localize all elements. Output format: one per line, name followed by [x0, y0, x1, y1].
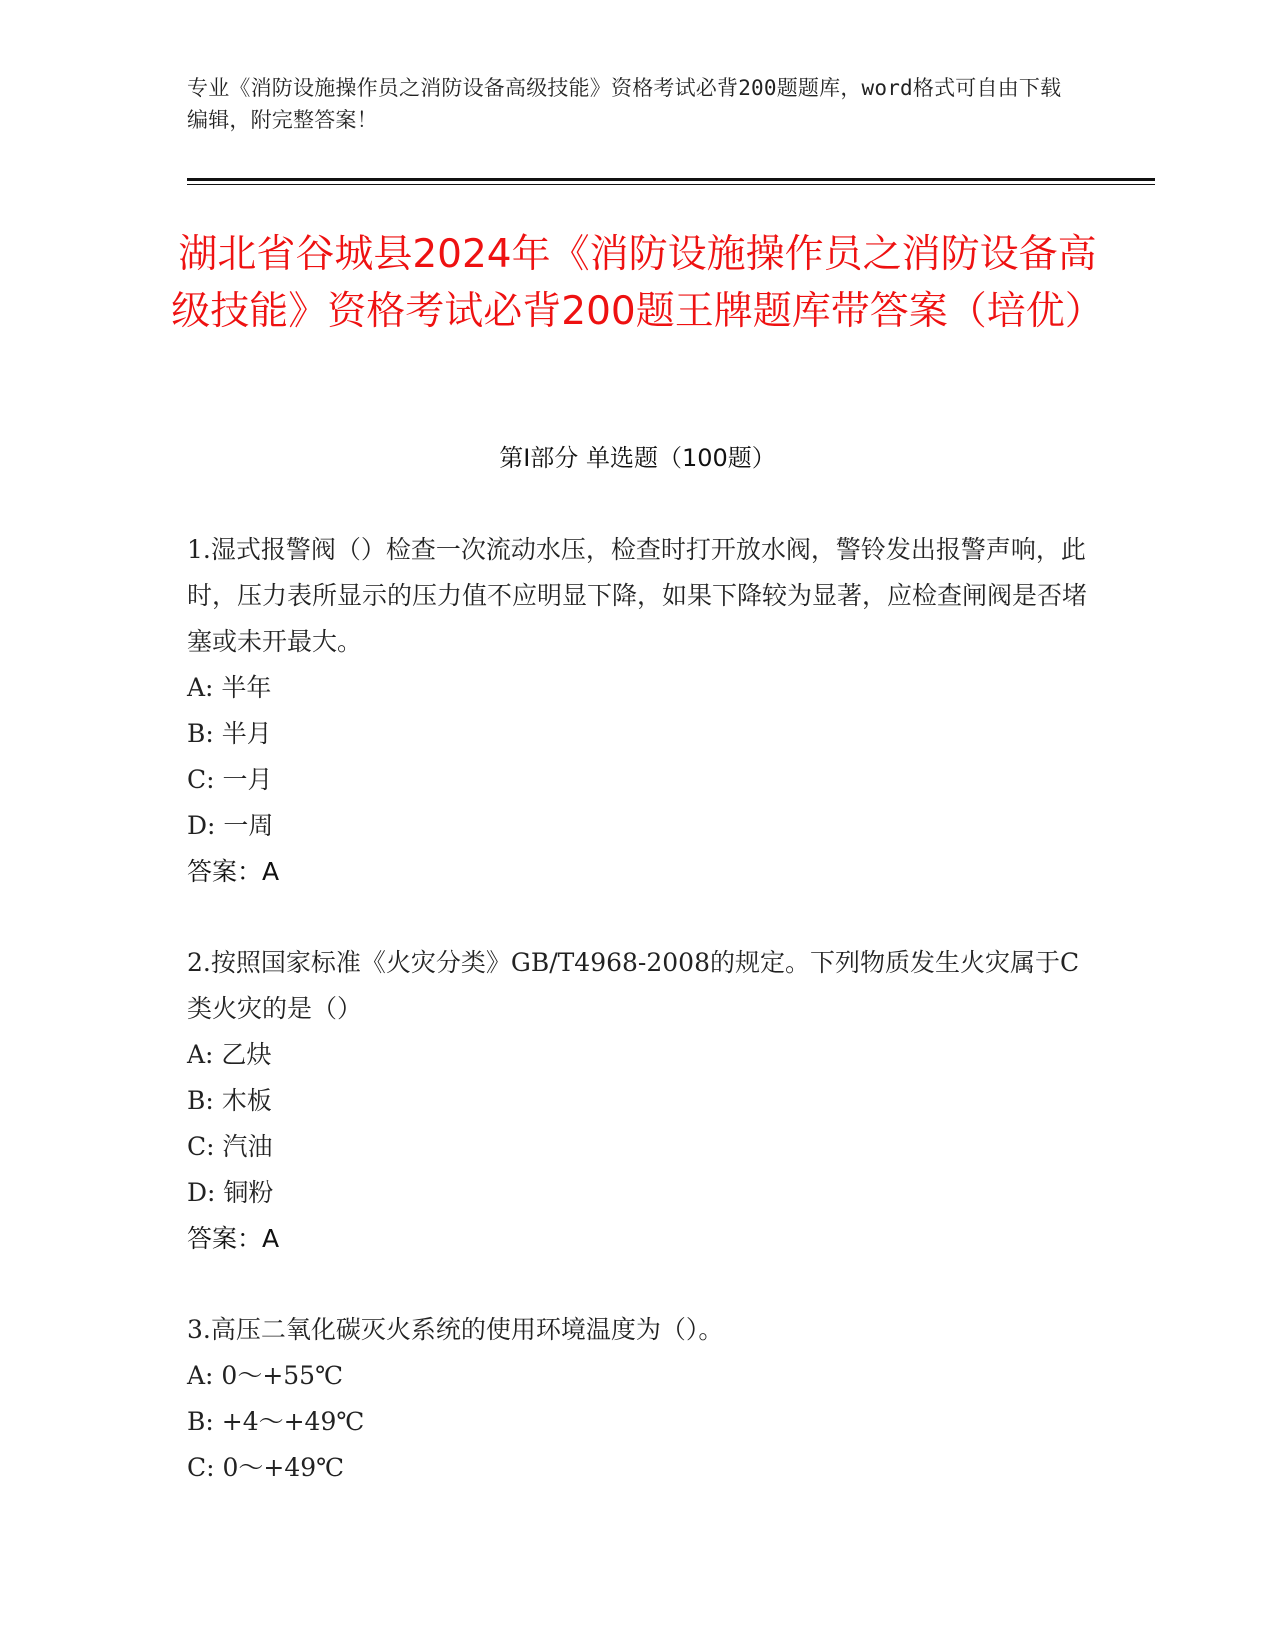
- option-c: C: 0～+49℃: [187, 1453, 345, 1482]
- option-b: B: 木板: [187, 1086, 272, 1115]
- question-stem: 3.高压二氧化碳灭火系统的使用环境温度为（）。: [187, 1315, 724, 1344]
- question-2: [187, 940, 1087, 1262]
- question-3: [187, 1307, 1087, 1491]
- option-d: D: 铜粉: [187, 1178, 274, 1207]
- option-c: C: 一月: [187, 765, 273, 794]
- option-c: C: 汽油: [187, 1132, 273, 1161]
- question-1: [187, 527, 1087, 895]
- header-rule-thin: [187, 184, 1155, 185]
- option-b: B: 半月: [187, 719, 272, 748]
- section-heading: 第I部分 单选题（100题）: [499, 444, 776, 472]
- option-d: D: 一周: [187, 811, 274, 840]
- document-title: 湖北省谷城县2024年《消防设施操作员之消防设备高级技能》资格考试必背200题王牌题库带答案（培优）: [171, 232, 1104, 334]
- question-stem: 2.按照国家标准《火灾分类》GB/T4968-2008的规定。下列物质发生火灾属于C类火灾的是（）: [187, 948, 1080, 1023]
- question-stem: 1.湿式报警阀（）检查一次流动水压，检查时打开放水阀，警铃发出报警声响，此时，压力表所显示的压力值不应明显下降，如果下降较为显著，应检查闸阀是否堵塞或未开最大。: [187, 535, 1088, 656]
- header-rule-thick: [187, 178, 1155, 181]
- answer-line: 答案：A: [187, 1224, 280, 1253]
- option-a: A: 半年: [187, 673, 272, 702]
- option-a: A: 乙炔: [187, 1040, 272, 1069]
- option-b: B: +4～+49℃: [187, 1407, 365, 1436]
- option-a: A: 0～+55℃: [187, 1361, 344, 1390]
- answer-line: 答案：A: [187, 857, 280, 886]
- header-note: 专业《消防设施操作员之消防设备高级技能》资格考试必背200题题库，word格式可自由下载编辑，附完整答案！: [187, 76, 1062, 132]
